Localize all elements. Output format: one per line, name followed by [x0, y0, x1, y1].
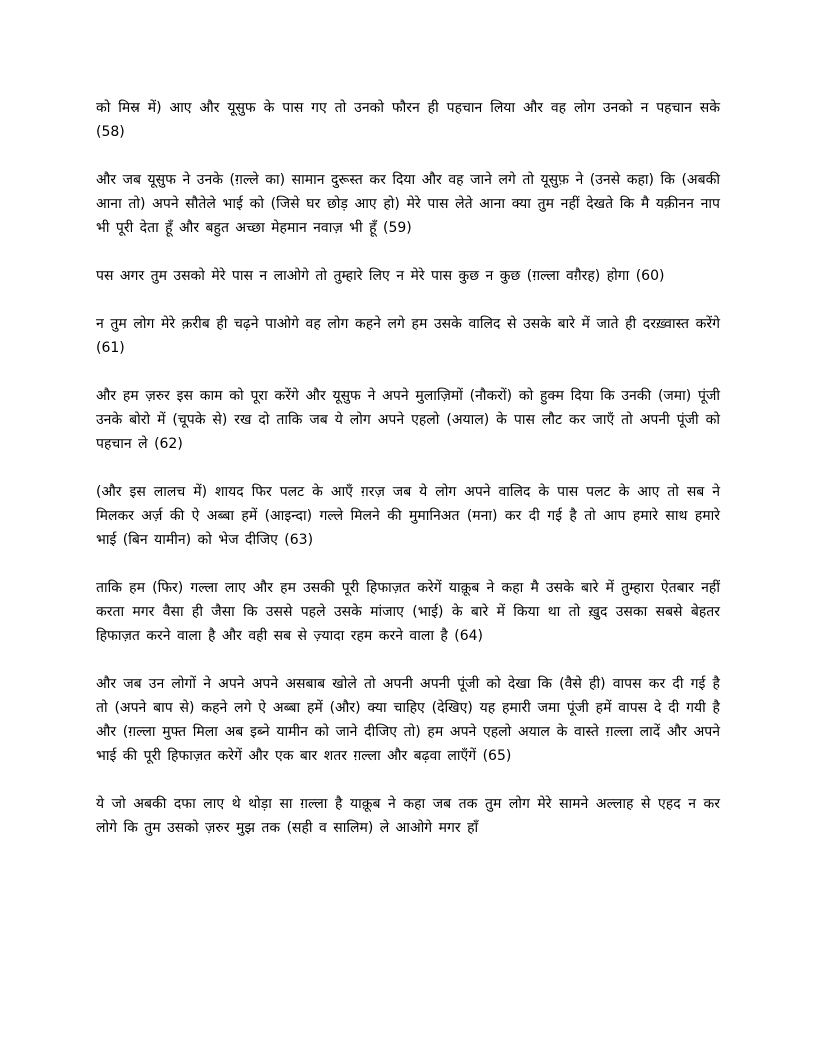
verse-paragraph-63: (और इस लालच में) शायद फिर पलट के आएँ ग़रज़ जब ये लोग अपने वालिद के पास पलट के आए तो सब ने मिलकर अर्ज़ की ऐ अब्बा हमें (आइन्दा) गल्ले मिलने की मुमानिअत (मना) कर दी गई है तो आप हमारे साथ हमारे भाई (बिन यामीन) को भेज दीजिए (63) [96, 484, 720, 548]
document-page [96, 96, 720, 864]
verse-paragraph-65: और जब उन लोगों ने अपने अपने असबाब खोले तो अपनी अपनी पूंजी को देखा कि (वैसे ही) वापस कर दी गई है तो (अपने बाप से) कहने लगे ऐ अब्बा हमें (और) क्या चाहिए (देखिए) यह हमारी जमा पूंजी हमें वापस दे दी गयी है और (ग़ल्ला मुफ्त मिला अब इब्ने यामीन को जाने दीजिए तो) हम अपने एहलो अयाल के वास्ते ग़ल्ला लादें और अपने भाई की पूरी हिफाज़त करेगें और एक बार शतर ग़ल्ला और बढ़वा लाएँगें (65) [96, 676, 720, 764]
verse-paragraph-61: न तुम लोग मेरे क़रीब ही चढ़ने पाओगे वह लोग कहने लगे हम उसके वालिद से उसके बारे में जाते ही दरख़्वास्त करेंगे (61) [96, 316, 720, 356]
verse-paragraph-66-partial: ये जो अबकी दफा लाए थे थोड़ा सा ग़ल्ला है याक़ूब ने कहा जब तक तुम लोग मेरे सामने अल्लाह से एहद न कर लोगे कि तुम उसको ज़रुर मुझ तक (सही व सालिम) ले आओगे मगर हाँ [96, 796, 720, 836]
verse-paragraph-59: और जब यूसुफ ने उनके (ग़ल्ले का) सामान दुरूस्त कर दिया और वह जाने लगे तो यूसुफ़ ने (उनसे कहा) कि (अबकी आना तो) अपने सौतेले भाई को (जिसे घर छोड़ आए हो) मेरे पास लेते आना क्या तुम नहीं देखते कि मै यक़ीनन नाप भी पूरी देता हूँ और बहुत अच्छा मेहमान नवाज़ भी हूँ (59) [96, 172, 720, 236]
verse-paragraph-64: ताकि हम (फिर) गल्ला लाए और हम उसकी पूरी हिफाज़त करेगें याक़ूब ने कहा मै उसके बारे में तुम्हारा ऐतबार नहीं करता मगर वैसा ही जैसा कि उससे पहले उसके मांजाए (भाई) के बारे में किया था तो ख़ुद उसका सबसे बेहतर हिफाज़त करने वाला है और वही सब से ज़्यादा रहम करने वाला है (64) [96, 580, 720, 644]
verse-paragraph-58: को मिस्र में) आए और यूसुफ के पास गए तो उनको फौरन ही पहचान लिया और वह लोग उनको न पहचान सके (58) [96, 100, 720, 140]
verse-paragraph-62: और हम ज़रुर इस काम को पूरा करेंगे और यूसुफ ने अपने मुलाज़िमों (नौकरों) को हुक्म दिया कि उनकी (जमा) पूंजी उनके बोरो में (चूपके से) रख दो ताकि जब ये लोग अपने एहलो (अयाल) के पास लौट कर जाएँ तो अपनी पूंजी को पहचान ले (62) [96, 388, 720, 452]
verse-paragraph-60: पस अगर तुम उसको मेरे पास न लाओगे तो तुम्हारे लिए न मेरे पास कुछ न कुछ (ग़ल्ला वग़ैरह) होगा (60) [96, 268, 665, 284]
